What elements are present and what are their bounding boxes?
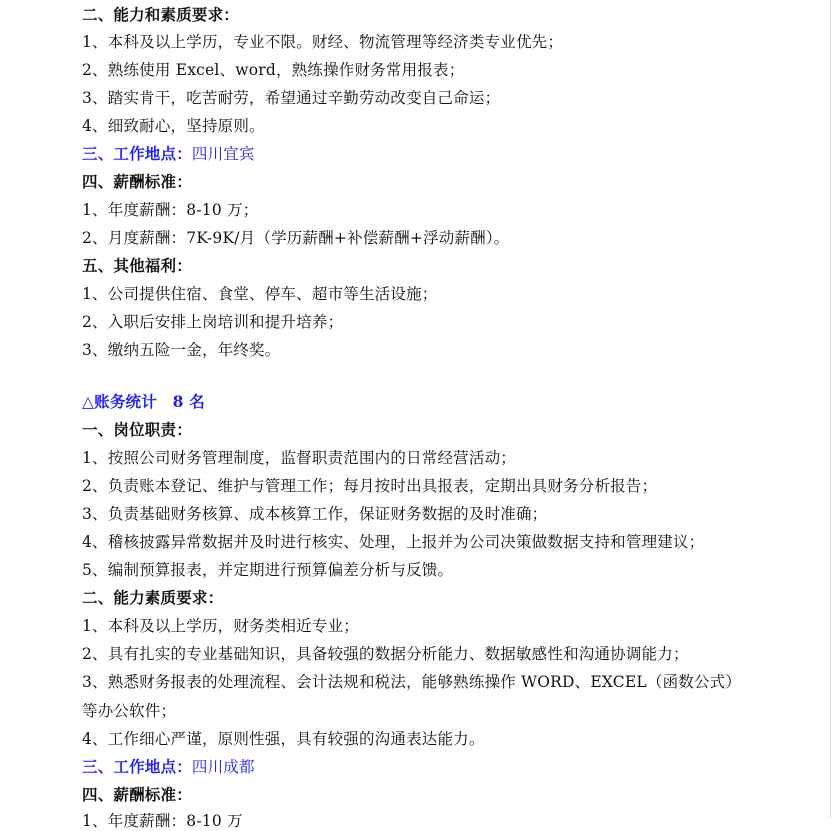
list-item: 3、踏实肯干，吃苦耐劳，希望通过辛勤劳动改变自己命运；	[82, 89, 501, 107]
location-label: 三、工作地点：	[82, 144, 192, 163]
benefit-heading: 五、其他福利：	[82, 256, 192, 275]
ability-heading: 二、能力和素质要求：	[82, 5, 240, 24]
list-item: 4、稽核披露异常数据并及时进行核实、处理，上报并为公司决策做数据支持和管理建议；	[82, 533, 705, 551]
list-item: 2、具有扎实的专业基础知识，具备较强的数据分析能力、数据敏感性和沟通协调能力；	[82, 645, 689, 663]
list-item: 2、月度薪酬：7K-9K/月（学历薪酬+补偿薪酬+浮动薪酬）。	[82, 229, 510, 247]
location-label: 三、工作地点：	[82, 757, 192, 776]
list-item: 1、本科及以上学历，专业不限。财经、物流管理等经济类专业优先；	[82, 33, 564, 51]
list-item: 1、公司提供住宿、食堂、停车、超市等生活设施；	[82, 285, 438, 303]
list-item: 4、工作细心严谨，原则性强，具有较强的沟通表达能力。	[82, 730, 485, 748]
salary-heading: 四、薪酬标准：	[82, 172, 192, 191]
list-item: 1、年度薪酬：8-10 万；	[82, 201, 259, 219]
ability-heading: 二、能力素质要求：	[82, 588, 224, 607]
list-item: 2、熟练使用 Excel、word，熟练操作财务常用报表；	[82, 61, 465, 79]
job-title: △账务统计 8 名	[82, 392, 205, 411]
duty-heading: 一、岗位职责：	[82, 420, 192, 439]
list-item: 1、年度薪酬：8-10 万	[82, 812, 243, 830]
list-item: 1、本科及以上学历，财务类相近专业；	[82, 617, 359, 635]
list-item: 3、缴纳五险一金，年终奖。	[82, 341, 281, 359]
location-line	[82, 757, 255, 777]
list-item: 3、熟悉财务报表的处理流程、会计法规和税法，能够熟练操作 WORD、EXCEL（函数公式）	[82, 673, 742, 691]
location-value: 四川宜宾	[191, 145, 255, 163]
list-item-continuation: 等办公软件；	[82, 702, 177, 720]
list-item: 5、编制预算报表，并定期进行预算偏差分析与反馈。	[82, 561, 454, 579]
salary-heading: 四、薪酬标准：	[82, 785, 192, 804]
list-item: 2、负责账本登记、维护与管理工作；每月按时出具报表，定期出具财务分析报告；	[82, 477, 658, 495]
list-item: 1、按照公司财务管理制度，监督职责范围内的日常经营活动；	[82, 449, 516, 467]
location-value: 四川成都	[191, 758, 255, 776]
list-item: 3、负责基础财务核算、成本核算工作，保证财务数据的及时准确；	[82, 505, 548, 523]
page-edge-divider	[830, 0, 831, 818]
list-item: 4、细致耐心，坚持原则。	[82, 117, 265, 135]
location-line	[82, 144, 255, 164]
list-item: 2、入职后安排上岗培训和提升培养；	[82, 313, 344, 331]
